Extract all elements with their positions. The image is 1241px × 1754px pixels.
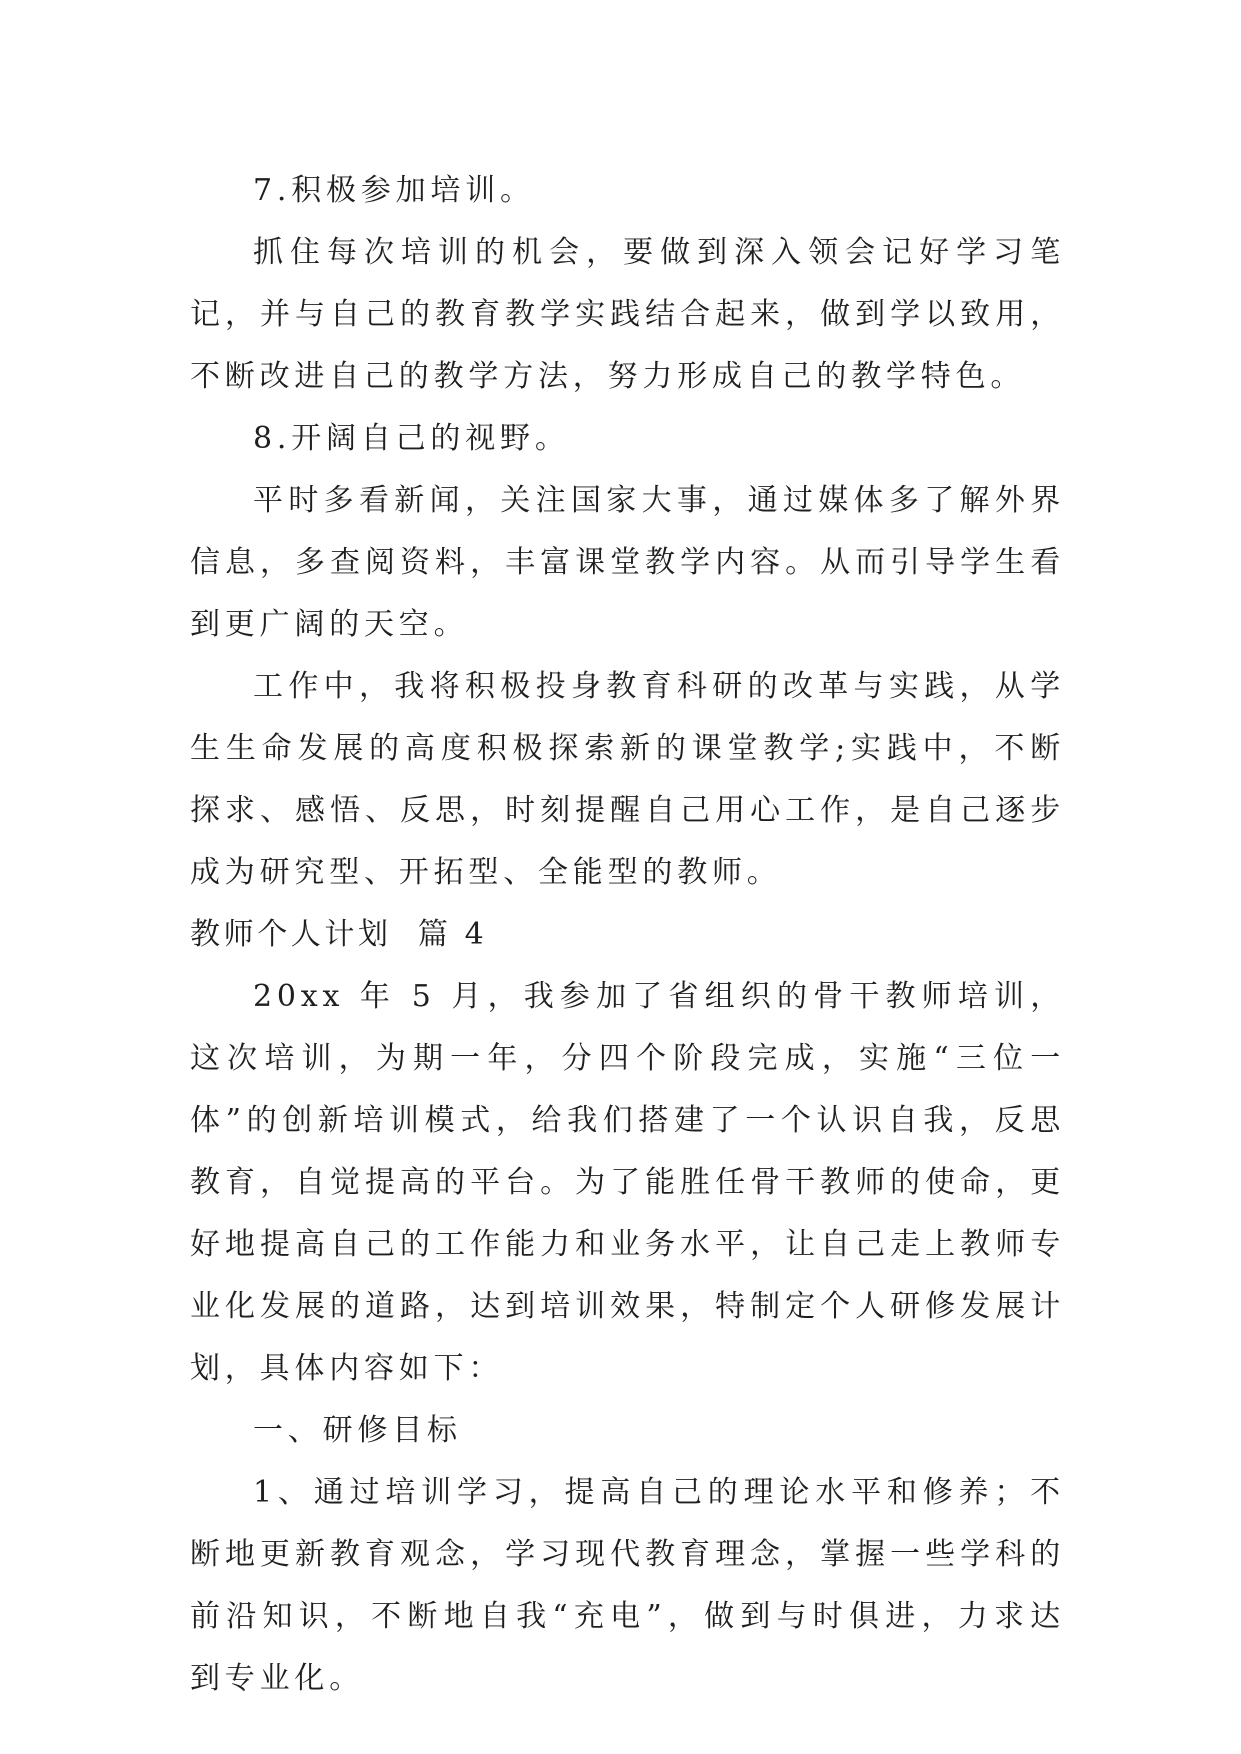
- paragraph: 一、研修目标: [253, 1413, 462, 1448]
- paragraph: 工作中，我将积极投身教育科研的改革与实践，从学生生命发展的高度积极探索新的课堂教学;实践中，不断探求、感悟、反思，时刻提醒自己用心工作，是自己逐步成为研究型、开拓型、全能型的教师。: [190, 669, 1065, 890]
- section-heading: 教师个人计划 篇 4: [190, 917, 488, 952]
- paragraph: 20xx 年 5 月，我参加了省组织的骨干教师培训，这次培训，为期一年，分四个阶段完成，实施“三位一体”的创新培训模式，给我们搭建了一个认识自我，反思教育，自觉提高的平台。为了能胜任骨干教师的使命，更好地提高自己的工作能力和业务水平，让自己走上教师专业化发展的道路，达到培训效果，特制定个人研修发展计划，具体内容如下：: [190, 979, 1065, 1386]
- paragraph: 1、通过培训学习，提高自己的理论水平和修养；不断地更新教育观念，学习现代教育理念，掌握一些学科的前沿知识，不断地自我“充电”，做到与时俱进，力求达到专业化。: [190, 1475, 1065, 1696]
- document-body: [190, 160, 1065, 1710]
- paragraph: 平时多看新闻，关注国家大事，通过媒体多了解外界信息，多查阅资料，丰富课堂教学内容。从而引导学生看到更广阔的天空。: [190, 483, 1065, 642]
- paragraph: 7.积极参加培训。: [253, 173, 535, 208]
- paragraph: 8.开阔自己的视野。: [253, 421, 570, 456]
- paragraph: 抓住每次培训的机会，要做到深入领会记好学习笔记，并与自己的教育教学实践结合起来，做到学以致用，不断改进自己的教学方法，努力形成自己的教学特色。: [190, 235, 1065, 394]
